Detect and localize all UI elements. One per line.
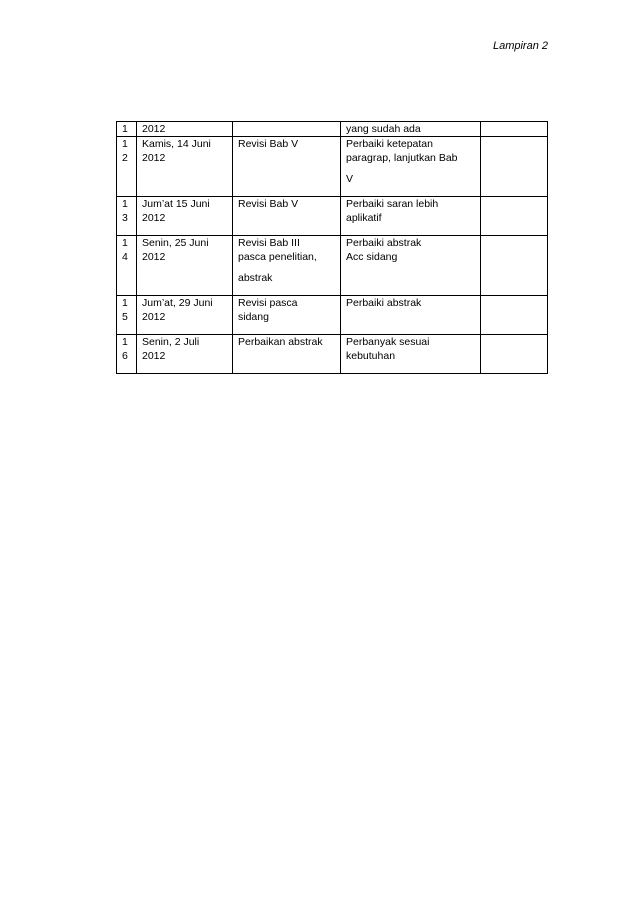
topic-cell <box>233 236 341 296</box>
cell-text-line: 2012 <box>142 251 166 263</box>
feedback-cell <box>341 236 481 296</box>
table-row <box>117 236 548 296</box>
appendix-label: Lampiran 2 <box>492 40 548 52</box>
cell-text-line: 6 <box>122 350 128 362</box>
cell-text-line: aplikatif <box>346 212 382 224</box>
cell-text-line: Revisi Bab V <box>238 138 299 150</box>
date-cell <box>137 236 233 296</box>
cell-text-line: Perbaikan abstrak <box>238 336 323 348</box>
guidance-log-table <box>116 121 548 374</box>
feedback-cell <box>341 296 481 335</box>
cell-text-line: 3 <box>122 212 128 224</box>
cell-text-line: Jum’at, 29 Juni <box>142 297 213 309</box>
cell-text-line: sidang <box>238 311 269 323</box>
topic-cell <box>233 335 341 374</box>
cell-text-line: 2012 <box>142 123 166 135</box>
date-cell <box>137 197 233 236</box>
row-number-cell <box>117 122 137 137</box>
cell-text-line: 2 <box>122 152 128 164</box>
cell-text-line: Jum’at 15 Juni <box>142 198 210 210</box>
row-number-cell <box>117 296 137 335</box>
feedback-cell <box>341 137 481 197</box>
signature-cell <box>481 335 548 374</box>
table-row <box>117 122 548 137</box>
row-number-cell <box>117 197 137 236</box>
cell-text-line: paragrap, lanjutkan Bab <box>346 152 458 164</box>
cell-text-line: Senin, 2 Juli <box>142 336 200 348</box>
cell-text-line: 5 <box>122 311 128 323</box>
cell-text-line: pasca penelitian, <box>238 251 317 263</box>
cell-text-line: Revisi Bab III <box>238 237 300 249</box>
cell-text-line: 2012 <box>142 350 166 362</box>
cell-text-line: Perbanyak sesuai <box>346 336 430 348</box>
signature-cell <box>481 122 548 137</box>
date-cell <box>137 137 233 197</box>
cell-text-line: 2012 <box>142 152 166 164</box>
table-row <box>117 197 548 236</box>
cell-text-line: 1 <box>122 237 128 249</box>
cell-text-line: yang sudah ada <box>346 123 421 135</box>
cell-text-line: 1 <box>122 138 128 150</box>
cell-text-line: Revisi pasca <box>238 297 298 309</box>
cell-text-line: Senin, 25 Juni <box>142 237 209 249</box>
cell-text-line: 1 <box>122 198 128 210</box>
cell-text-line: Perbaiki abstrak <box>346 297 422 309</box>
row-number-cell <box>117 236 137 296</box>
feedback-cell <box>341 122 481 137</box>
topic-cell <box>233 137 341 197</box>
cell-text-line: 1 <box>122 297 128 309</box>
cell-text-line: Perbaiki ketepatan <box>346 138 433 150</box>
cell-text-line: V <box>346 173 354 185</box>
signature-cell <box>481 137 548 197</box>
topic-cell <box>233 197 341 236</box>
cell-text-line: abstrak <box>238 272 273 284</box>
table-row <box>117 137 548 197</box>
row-number-cell <box>117 335 137 374</box>
table-row <box>117 335 548 374</box>
cell-text-line: Kamis, 14 Juni <box>142 138 211 150</box>
date-cell <box>137 335 233 374</box>
cell-text-line: 1 <box>122 336 128 348</box>
signature-cell <box>481 236 548 296</box>
feedback-cell <box>341 197 481 236</box>
cell-text-line: Perbaiki abstrak <box>346 237 422 249</box>
guidance-log-body <box>117 122 548 374</box>
topic-cell <box>233 296 341 335</box>
table-row <box>117 296 548 335</box>
cell-text-line: Acc sidang <box>346 251 398 263</box>
cell-text-line: Perbaiki saran lebih <box>346 198 439 210</box>
date-cell <box>137 296 233 335</box>
cell-text-line: 4 <box>122 251 128 263</box>
cell-text-line: 1 <box>122 123 128 135</box>
cell-text-line: 2012 <box>142 311 166 323</box>
feedback-cell <box>341 335 481 374</box>
signature-cell <box>481 296 548 335</box>
topic-cell <box>233 122 341 137</box>
date-cell <box>137 122 233 137</box>
row-number-cell <box>117 137 137 197</box>
cell-text-line: Revisi Bab V <box>238 198 299 210</box>
signature-cell <box>481 197 548 236</box>
cell-text-line: 2012 <box>142 212 166 224</box>
cell-text-line: kebutuhan <box>346 350 396 362</box>
